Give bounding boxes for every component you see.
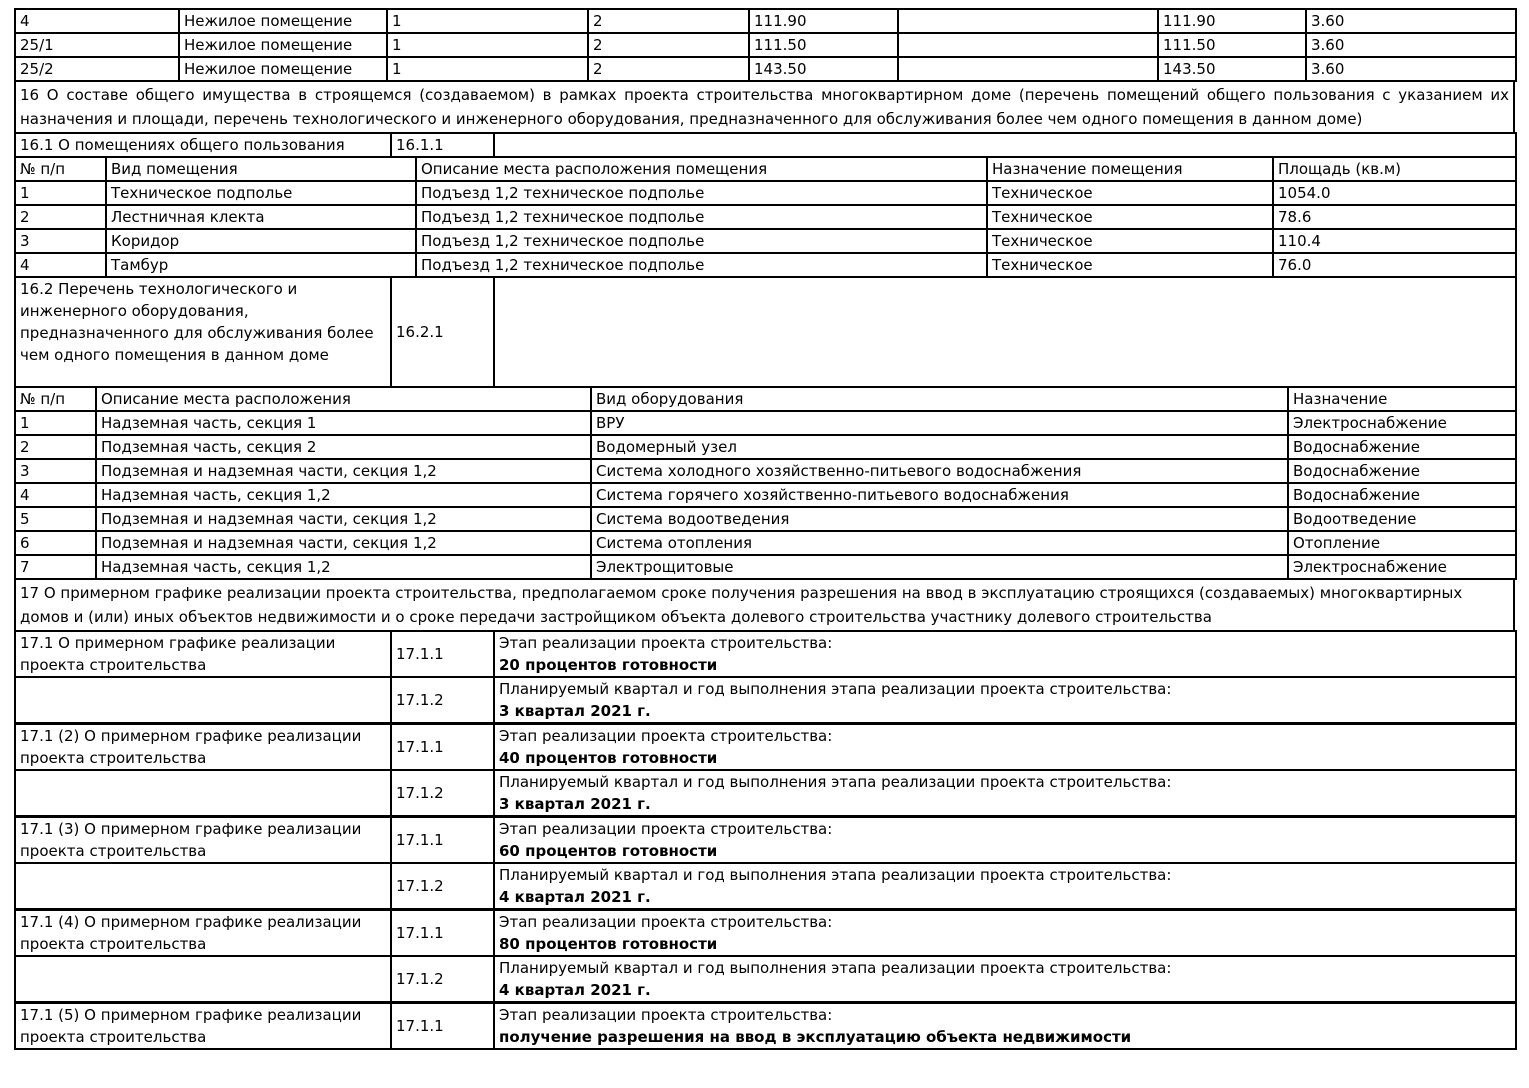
schedule-caption: Планируемый квартал и год выполнения этапа реализации проекта строительства: [499, 680, 1172, 698]
schedule-value: 4 квартал 2021 г. [499, 888, 651, 906]
empty-cell [898, 9, 1158, 33]
cell: 3 [15, 459, 96, 483]
table-header-row [15, 387, 1516, 411]
area-cell: 111.90 [1158, 9, 1306, 33]
cell: Водоснабжение [1288, 483, 1516, 507]
empty-cell [494, 133, 1516, 157]
cell: Техническое [987, 229, 1273, 253]
unit-number-cell: 25/1 [15, 33, 179, 57]
schedule-caption: Планируемый квартал и год выполнения этапа реализации проекта строительства: [499, 866, 1172, 884]
schedule-row [15, 631, 1516, 677]
cell: Водоснабжение [1288, 435, 1516, 459]
cell: Подземная и надземная части, секция 1,2 [96, 459, 591, 483]
section-16-title: 16 О составе общего имущества в строящемся (создаваемом) в рамках проекта строительства многоквартирном доме (перечень помещений общего пользования с указанием их назначения и площади, перечень технологического и инженерного оборудования, предназначенного для обслуживания более чем одного помещения в данном доме) [15, 81, 1514, 133]
schedule-content [494, 724, 1516, 771]
schedule-code: 17.1.1 [391, 724, 494, 771]
schedule-content [494, 1003, 1516, 1050]
cell: 7 [15, 555, 96, 579]
cell: 3.60 [1306, 57, 1516, 81]
cell: Подъезд 1,2 техническое подполье [416, 205, 987, 229]
section-17-header [14, 578, 1515, 632]
section-16-header [14, 80, 1515, 134]
schedule-row [15, 956, 1516, 1003]
cell: Система холодного хозяйственно-питьевого водоснабжения [591, 459, 1288, 483]
schedule-caption: Этап реализации проекта строительства: [499, 1006, 833, 1024]
cell: 3.60 [1306, 9, 1516, 33]
unit-type-cell: Нежилое помещение [179, 57, 387, 81]
cell: 4 [15, 483, 96, 507]
column-header: Описание места расположения [96, 387, 591, 411]
cell: 1 [15, 181, 106, 205]
units-table [14, 8, 1517, 82]
schedule-value: 4 квартал 2021 г. [499, 981, 651, 999]
schedule-row [15, 817, 1516, 864]
schedule-content [494, 677, 1516, 724]
subsection-code: 16.2.1 [391, 277, 494, 387]
schedule-value: 3 квартал 2021 г. [499, 702, 651, 720]
table-header-row [15, 157, 1516, 181]
schedule-caption: Планируемый квартал и год выполнения этапа реализации проекта строительства: [499, 959, 1172, 977]
subsection-label: 16.2 Перечень технологического и инженерного оборудования, предназначенного для обслуживания более чем одного помещения в данном доме [15, 277, 391, 387]
schedule-caption: Этап реализации проекта строительства: [499, 913, 833, 931]
schedule-code: 17.1.1 [391, 1003, 494, 1050]
table-row [15, 181, 1516, 205]
cell: Техническое [987, 181, 1273, 205]
table-row [15, 277, 1516, 387]
cell: Водоснабжение [1288, 459, 1516, 483]
schedule-code: 17.1.2 [391, 863, 494, 910]
unit-number-cell: 25/2 [15, 57, 179, 81]
schedule-value: 80 процентов готовности [499, 935, 718, 953]
schedule-content [494, 956, 1516, 1003]
cell: Тамбур [106, 253, 416, 277]
schedule-content [494, 817, 1516, 864]
schedule-content [494, 770, 1516, 817]
cell: Подземная и надземная части, секция 1,2 [96, 507, 591, 531]
schedule-code: 17.1.1 [391, 631, 494, 677]
subsection-code: 16.1.1 [391, 133, 494, 157]
column-header: Назначение помещения [987, 157, 1273, 181]
subsection-label: 16.1 О помещениях общего пользования [15, 133, 391, 157]
schedule-code: 17.1.2 [391, 770, 494, 817]
cell: 76.0 [1273, 253, 1516, 277]
column-header: № п/п [15, 157, 106, 181]
row-16-1 [14, 132, 1517, 158]
area-cell: 143.50 [749, 57, 898, 81]
schedule-row [15, 1003, 1516, 1050]
schedule-caption: Планируемый квартал и год выполнения этапа реализации проекта строительства: [499, 773, 1172, 791]
cell: Система отопления [591, 531, 1288, 555]
schedule-code: 17.1.1 [391, 910, 494, 957]
schedule-caption: Этап реализации проекта строительства: [499, 634, 833, 652]
cell: 2 [588, 57, 749, 81]
schedule-value: 60 процентов готовности [499, 842, 718, 860]
cell: 1054.0 [1273, 181, 1516, 205]
cell: ВРУ [591, 411, 1288, 435]
row-16-2 [14, 276, 1517, 388]
unit-type-cell: Нежилое помещение [179, 33, 387, 57]
cell: Подъезд 1,2 техническое подполье [416, 229, 987, 253]
table-row [15, 81, 1514, 133]
cell: Отопление [1288, 531, 1516, 555]
schedule-caption: Этап реализации проекта строительства: [499, 820, 833, 838]
cell: 1 [387, 9, 588, 33]
schedule-label: 17.1 (5) О примерном графике реализации проекта строительства [15, 1003, 391, 1050]
cell: Подъезд 1,2 техническое подполье [416, 181, 987, 205]
table-row [15, 459, 1516, 483]
schedule-label: 17.1 (4) О примерном графике реализации проекта строительства [15, 910, 391, 957]
schedule-content [494, 631, 1516, 677]
page [0, 8, 1529, 1088]
cell: 78.6 [1273, 205, 1516, 229]
cell: Электрощитовые [591, 555, 1288, 579]
section-17-title: 17 О примерном графике реализации проекта строительства, предполагаемом сроке получения разрешения на ввод в эксплуатацию строящихся (создаваемых) многоквартирных домов и (или) иных объектов недвижимости и о сроке передачи застройщиком объекта долевого строительства участнику долевого строительства [15, 579, 1514, 631]
area-cell: 111.90 [749, 9, 898, 33]
empty-cell [494, 277, 1516, 387]
cell: 4 [15, 253, 106, 277]
table-row [15, 9, 1516, 33]
cell: Техническое подполье [106, 181, 416, 205]
table-row [15, 483, 1516, 507]
cell: Электроснабжение [1288, 555, 1516, 579]
table-row [15, 579, 1514, 631]
document [14, 8, 1515, 1050]
schedule-value: 40 процентов готовности [499, 749, 718, 767]
cell: Надземная часть, секция 1,2 [96, 483, 591, 507]
schedule-label [15, 863, 391, 910]
schedule-label [15, 956, 391, 1003]
cell: Электроснабжение [1288, 411, 1516, 435]
cell: Техническое [987, 253, 1273, 277]
schedule-code: 17.1.1 [391, 817, 494, 864]
table-row [15, 531, 1516, 555]
cell: Система водоотведения [591, 507, 1288, 531]
schedule-value: получение разрешения на ввод в эксплуатацию объекта недвижимости [499, 1028, 1132, 1046]
cell: Лестничная клекта [106, 205, 416, 229]
table-row [15, 435, 1516, 459]
schedule-code: 17.1.2 [391, 677, 494, 724]
cell: 110.4 [1273, 229, 1516, 253]
cell: Система горячего хозяйственно-питьевого водоснабжения [591, 483, 1288, 507]
table-row [15, 133, 1516, 157]
cell: Коридор [106, 229, 416, 253]
schedule-caption: Этап реализации проекта строительства: [499, 727, 833, 745]
schedule-value: 20 процентов готовности [499, 656, 718, 674]
schedule-label: 17.1 О примерном графике реализации проекта строительства [15, 631, 391, 677]
table-row [15, 205, 1516, 229]
schedule-label: 17.1 (2) О примерном графике реализации проекта строительства [15, 724, 391, 771]
table-row [15, 507, 1516, 531]
empty-cell [898, 33, 1158, 57]
table-row [15, 229, 1516, 253]
schedule-label: 17.1 (3) О примерном графике реализации проекта строительства [15, 817, 391, 864]
cell: Подъезд 1,2 техническое подполье [416, 253, 987, 277]
schedule-content [494, 910, 1516, 957]
schedule-label [15, 770, 391, 817]
column-header: Вид помещения [106, 157, 416, 181]
cell: 6 [15, 531, 96, 555]
cell: 3.60 [1306, 33, 1516, 57]
cell: 2 [15, 205, 106, 229]
cell: Водомерный узел [591, 435, 1288, 459]
table-row [15, 33, 1516, 57]
schedule-row [15, 770, 1516, 817]
table-row [15, 555, 1516, 579]
cell: 1 [15, 411, 96, 435]
cell: Техническое [987, 205, 1273, 229]
schedule-row [15, 910, 1516, 957]
area-cell: 111.50 [1158, 33, 1306, 57]
table-row [15, 411, 1516, 435]
cell: 3 [15, 229, 106, 253]
table-row [15, 253, 1516, 277]
column-header: Описание места расположения помещения [416, 157, 987, 181]
cell: 2 [15, 435, 96, 459]
unit-type-cell: Нежилое помещение [179, 9, 387, 33]
schedule-row [15, 724, 1516, 771]
schedule-value: 3 квартал 2021 г. [499, 795, 651, 813]
area-cell: 111.50 [749, 33, 898, 57]
cell: Надземная часть, секция 1,2 [96, 555, 591, 579]
schedule-table [14, 630, 1517, 1050]
schedule-row [15, 677, 1516, 724]
equipment-table [14, 386, 1517, 580]
unit-number-cell: 4 [15, 9, 179, 33]
cell: 1 [387, 57, 588, 81]
cell: 2 [588, 9, 749, 33]
cell: 2 [588, 33, 749, 57]
cell: Водоотведение [1288, 507, 1516, 531]
schedule-row [15, 863, 1516, 910]
empty-cell [898, 57, 1158, 81]
cell: 1 [387, 33, 588, 57]
cell: Подземная часть, секция 2 [96, 435, 591, 459]
schedule-content [494, 863, 1516, 910]
column-header: Назначение [1288, 387, 1516, 411]
column-header: Вид оборудования [591, 387, 1288, 411]
column-header: № п/п [15, 387, 96, 411]
cell: Надземная часть, секция 1 [96, 411, 591, 435]
schedule-label [15, 677, 391, 724]
rooms-table [14, 156, 1517, 278]
cell: Подземная и надземная части, секция 1,2 [96, 531, 591, 555]
column-header: Площадь (кв.м) [1273, 157, 1516, 181]
area-cell: 143.50 [1158, 57, 1306, 81]
cell: 5 [15, 507, 96, 531]
table-row [15, 57, 1516, 81]
schedule-code: 17.1.2 [391, 956, 494, 1003]
